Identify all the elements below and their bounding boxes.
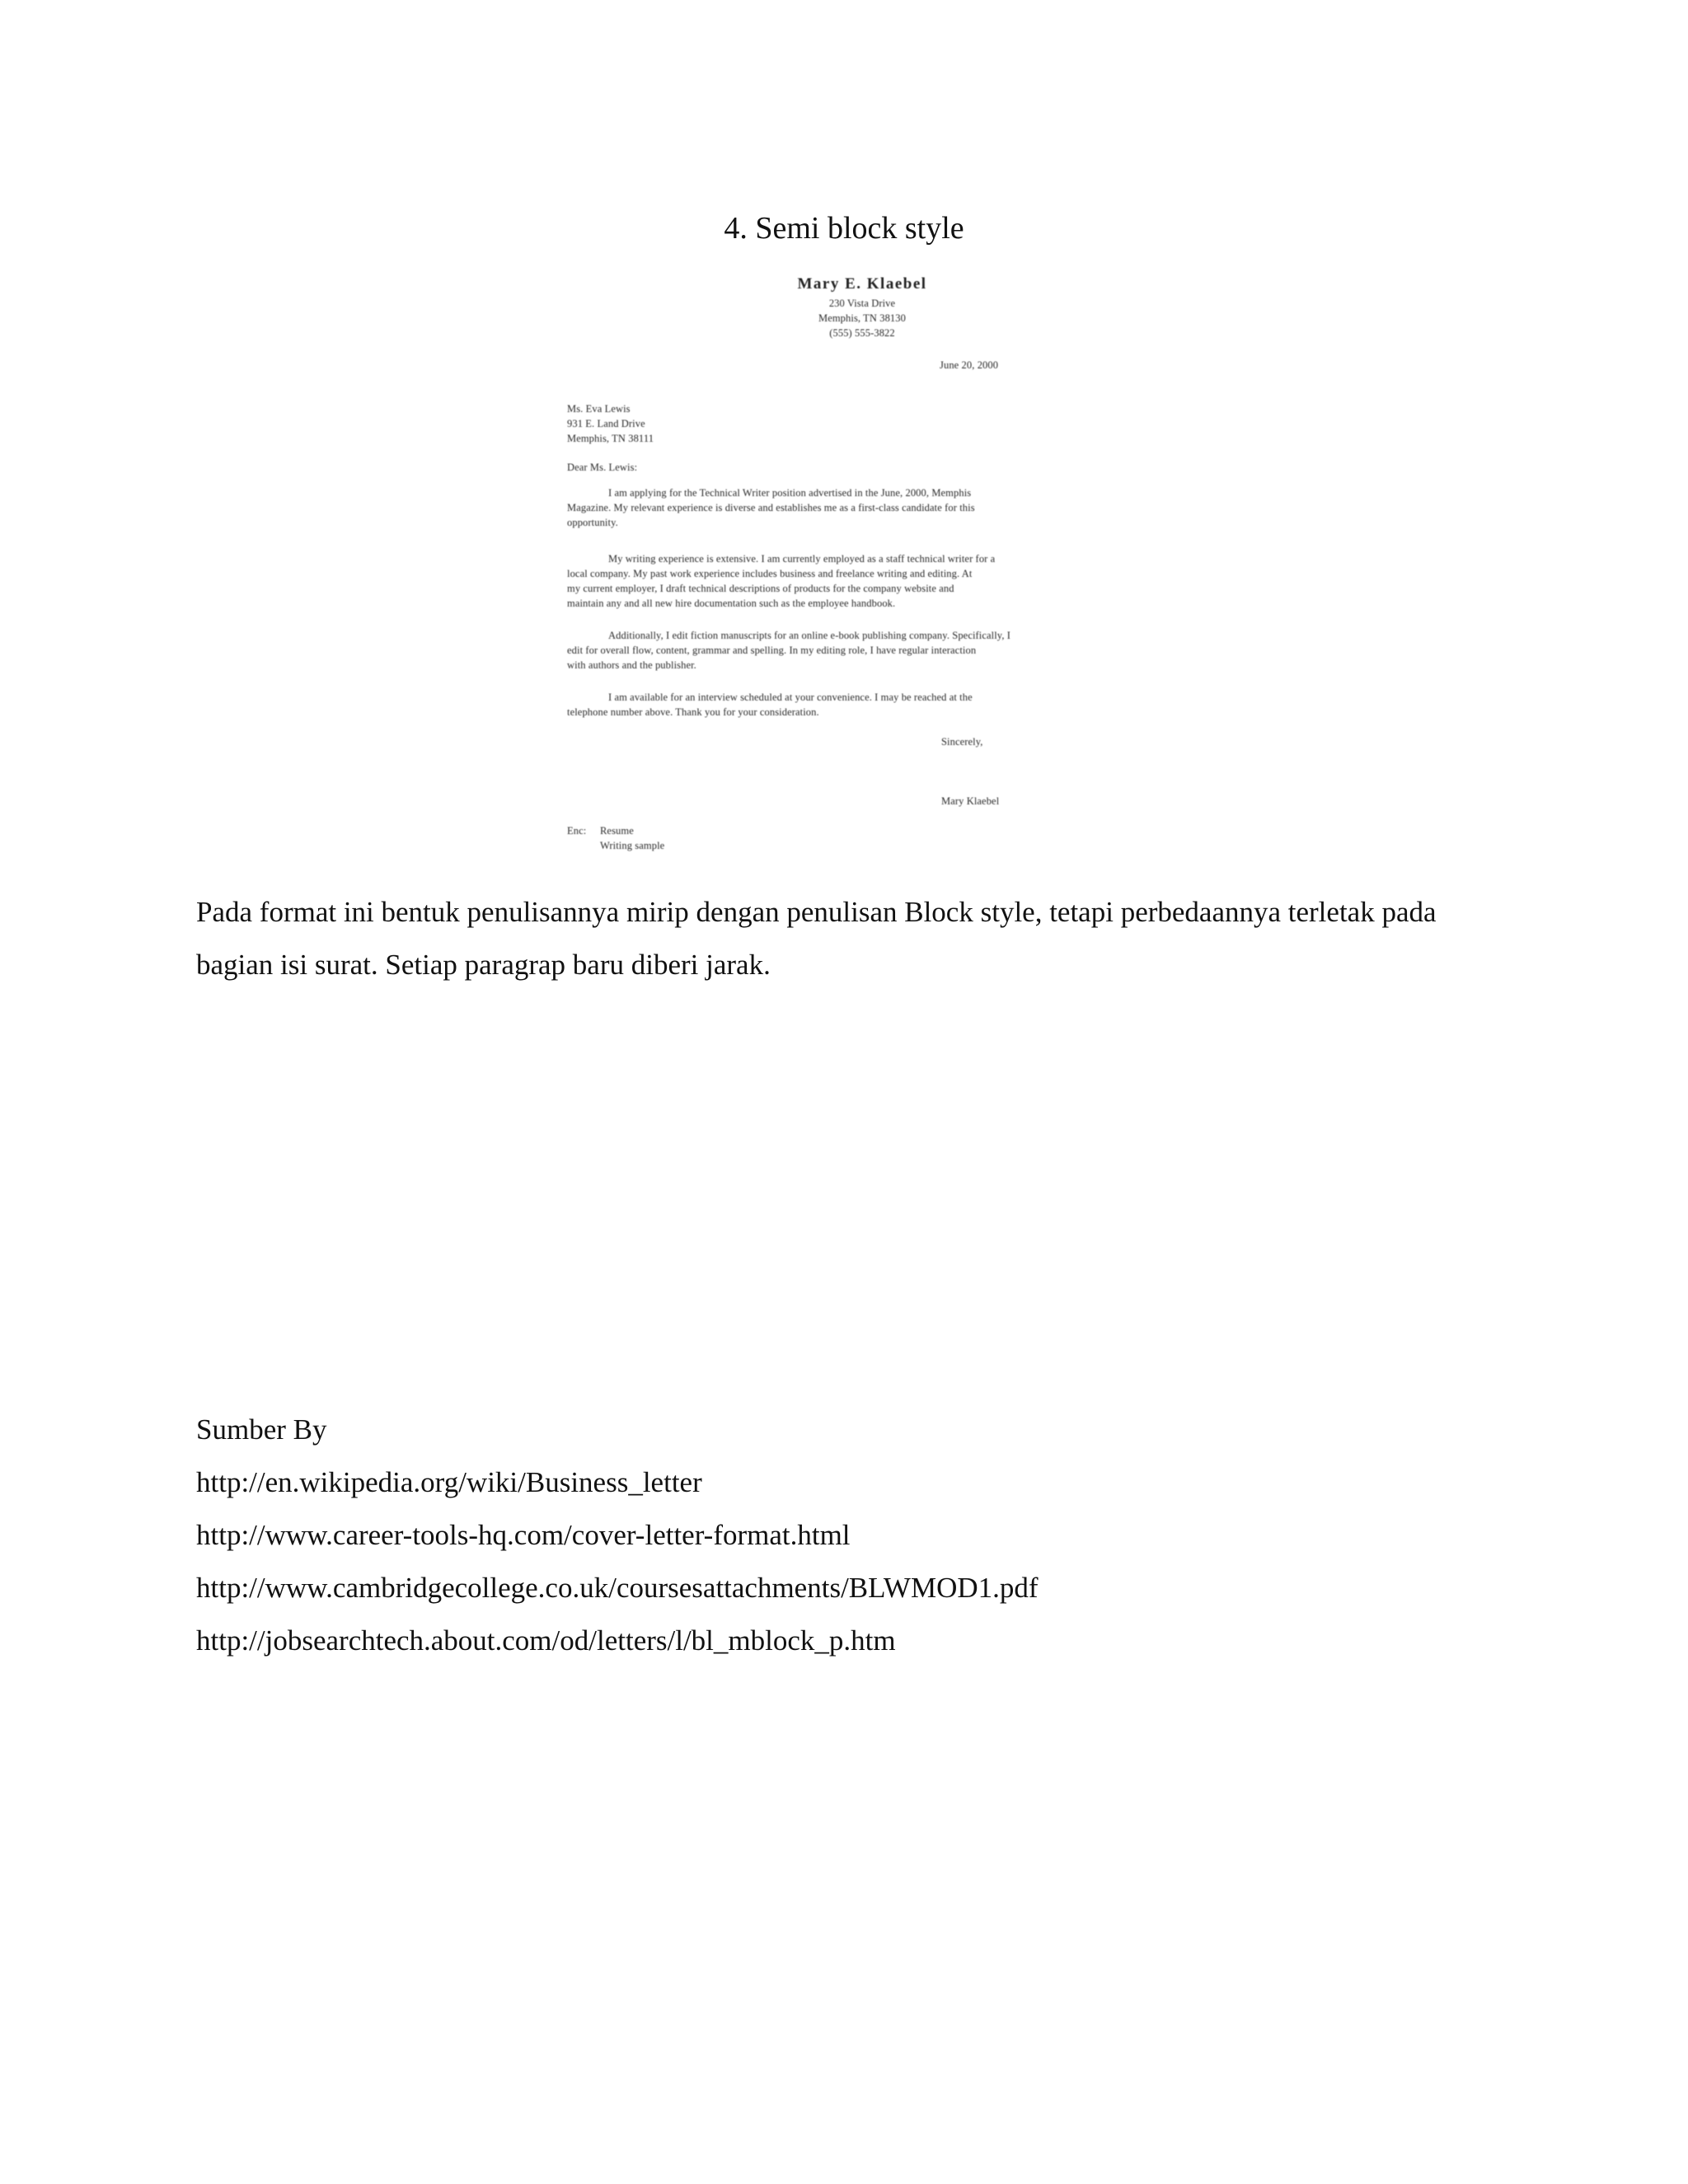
explanation-text: Pada format ini bentuk penulisannya mirip dengan penulisan Block style, tetapi perbedaannya terletak pada bagian isi surat. Setiap paragrap baru diberi jarak. bbox=[196, 896, 1437, 981]
letter-paragraph-line: Additionally, I edit fiction manuscripts for an online e-book publishing company. Specifically, I bbox=[608, 630, 1011, 641]
letter-closing: Sincerely, bbox=[941, 736, 983, 748]
letter-signature: Mary Klaebel bbox=[941, 795, 1000, 807]
section-heading: 4. Semi block style bbox=[724, 211, 964, 246]
letter-paragraph-line: Magazine. My relevant experience is diverse and establishes me as a first-class candidate for this bbox=[567, 502, 975, 513]
letter-paragraph-line: telephone number above. Thank you for your consideration. bbox=[567, 706, 819, 718]
letter-enclosure-label: Enc: bbox=[567, 825, 587, 837]
source-link[interactable]: http://www.cambridgecollege.co.uk/coursesattachments/BLWMOD1.pdf bbox=[196, 1572, 1039, 1604]
source-link[interactable]: http://www.career-tools-hq.com/cover-letter-format.html bbox=[196, 1519, 851, 1551]
letter-salutation: Dear Ms. Lewis: bbox=[567, 462, 638, 473]
letter-sender-name: Mary E. Klaebel bbox=[797, 275, 927, 293]
letter-recipient-name: Ms. Eva Lewis bbox=[567, 403, 631, 415]
source-link[interactable]: http://en.wikipedia.org/wiki/Business_letter bbox=[196, 1466, 702, 1498]
letter-sender-address-1: 230 Vista Drive bbox=[828, 298, 896, 309]
letter-paragraph-line: maintain any and all new hire documentation such as the employee handbook. bbox=[567, 598, 896, 609]
letter-paragraph-line: opportunity. bbox=[567, 517, 618, 528]
letter-paragraph-line: I am applying for the Technical Writer position advertised in the June, 2000, Memphis bbox=[608, 487, 972, 499]
letter-date: June 20, 2000 bbox=[940, 359, 999, 371]
letter-recipient-address-1: 931 E. Land Drive bbox=[567, 418, 645, 429]
letter-paragraph-line: my current employer, I draft technical descriptions of products for the company website and bbox=[567, 583, 954, 594]
source-link[interactable]: http://jobsearchtech.about.com/od/letters/l/bl_mblock_p.htm bbox=[196, 1624, 896, 1657]
letter-paragraph-line: edit for overall flow, content, grammar and spelling. In my editing role, I have regular interaction bbox=[567, 644, 977, 656]
letter-sender-phone: (555) 555-3822 bbox=[829, 327, 895, 339]
letter-paragraph-line: with authors and the publisher. bbox=[567, 659, 696, 671]
sources-title: Sumber By bbox=[196, 1413, 327, 1446]
explanation-paragraph bbox=[196, 886, 1498, 991]
letter-recipient-address-2: Memphis, TN 38111 bbox=[567, 433, 654, 444]
letter-paragraph-line: My writing experience is extensive. I am currently employed as a staff technical writer for a bbox=[608, 553, 996, 565]
letter-paragraph-line: local company. My past work experience includes business and freelance writing and editing. At bbox=[567, 568, 973, 579]
sources-section bbox=[196, 1404, 1039, 1667]
letter-enclosure-item: Resume bbox=[600, 825, 634, 837]
letter-enclosure-item: Writing sample bbox=[600, 840, 665, 851]
letter-paragraph-line: I am available for an interview scheduled at your convenience. I may be reached at the bbox=[608, 691, 973, 703]
sample-letter-image bbox=[565, 274, 1159, 861]
letter-sender-address-2: Memphis, TN 38130 bbox=[818, 312, 906, 324]
